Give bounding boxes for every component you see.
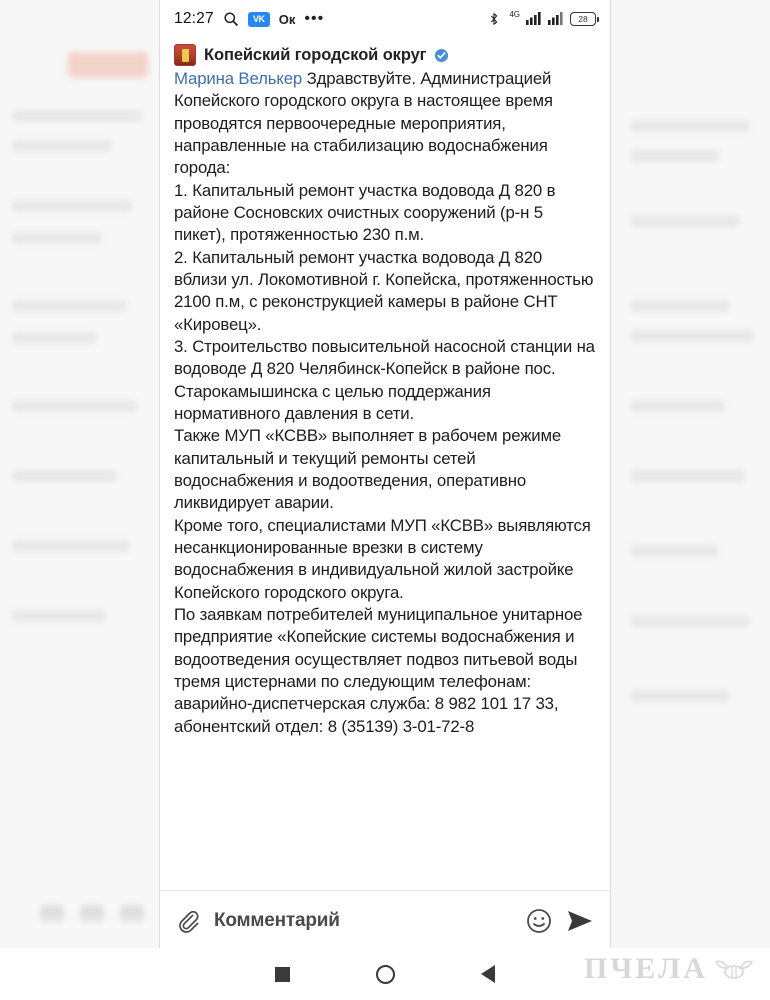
bg-decor	[12, 300, 127, 312]
bg-decor	[12, 200, 132, 212]
comment-author-name[interactable]: Копейский городской округ	[204, 45, 427, 64]
status-clock: 12:27	[174, 10, 214, 27]
watermark-text: ПЧЕЛА	[584, 952, 708, 985]
bg-decor	[630, 400, 725, 412]
comment-author-row[interactable]	[174, 44, 596, 66]
bg-decor	[630, 330, 755, 342]
bg-decor	[12, 610, 107, 622]
phone-screen	[160, 0, 610, 950]
community-avatar[interactable]	[174, 44, 196, 66]
more-notifications-icon: •••	[304, 10, 325, 27]
comment-paragraph	[174, 68, 596, 180]
comment-paragraph: 1. Капитальный ремонт участка водовода Д 820 в районе Сосновских очистных сооружений (р-н 5 пикет), протяженностью 230 п.м.	[174, 180, 556, 245]
home-circle-icon[interactable]	[376, 965, 395, 984]
bg-decor	[12, 140, 112, 152]
bg-decor	[630, 300, 730, 312]
bluetooth-icon	[487, 11, 503, 27]
battery-indicator: 28	[570, 12, 596, 26]
comment-paragraph: Кроме того, специалистами МУП «КСВВ» выявляются несанкционированные врезки в систему водоснабжения в индивидуальной жилой застройке Копейского городского округа.	[174, 515, 591, 602]
comment-content	[160, 38, 610, 890]
comment-paragraph: Также МУП «КСВВ» выполняет в рабочем режиме капитальный и текущий ремонты сетей водоснабжения и водоотведения, оперативно ликвидирует аварии.	[174, 426, 562, 513]
network-type-label: 4G	[509, 9, 520, 19]
vk-notification-icon: VK	[248, 12, 270, 27]
user-mention-link[interactable]: Марина Велькер	[174, 69, 303, 88]
bg-decor	[630, 120, 750, 132]
watermark	[584, 952, 754, 986]
comment-paragraph: 2. Капитальный ремонт участка водовода Д 820 вблизи ул. Локомотивной г. Копейска, протяженностью 2100 п.м, с реконструкцией камеры в районе СНТ «Кировец».	[174, 247, 594, 334]
paperclip-icon[interactable]	[176, 909, 200, 933]
comment-input[interactable]: Комментарий	[214, 909, 340, 931]
recents-square-icon[interactable]	[275, 967, 290, 982]
comment-paragraph-text: Здравствуйте. Администрацией Копейского городского округа в настоящее время проводятся первоочередные мероприятия, направленные на стабилизацию водоснабжения города:	[174, 69, 553, 178]
bg-decor	[630, 690, 730, 702]
comment-paragraph: По заявкам потребителей муниципальное унитарное предприятие «Копейские системы водоснабжения и водоотведения осуществляет подвоз питьевой воды тремя цистернами по следующим телефонам: аварийно-диспетчерская служба: 8 982 101 17 33,	[174, 604, 583, 714]
bg-decor	[120, 905, 144, 921]
bg-decor	[630, 215, 740, 227]
bg-decor	[12, 400, 137, 412]
bg-decor	[80, 905, 104, 921]
comment-paragraph: 3. Строительство повысительной насосной станции на водоводе Д 820 Челябинск-Копейск в районе пос. Старокамышинска с целью поддержания нормативного давления в сети.	[174, 336, 595, 423]
comment-paragraph: абонентский отдел: 8 (35139) 3-01-72-8	[174, 716, 475, 736]
bg-decor	[12, 332, 97, 344]
bg-decor	[68, 52, 148, 78]
signal-bars-icon	[526, 11, 542, 27]
verified-check-icon	[434, 48, 449, 63]
ok-notification-icon: Ок	[278, 11, 296, 27]
search-icon[interactable]	[223, 11, 239, 27]
signal-bars-secondary-icon	[548, 11, 564, 27]
back-triangle-icon[interactable]	[481, 965, 495, 983]
bg-decor	[630, 470, 745, 482]
bg-decor	[12, 232, 102, 244]
comment-input-bar	[160, 890, 610, 950]
bg-decor	[12, 540, 130, 552]
comment-body	[174, 68, 596, 738]
smiley-icon[interactable]	[526, 908, 552, 934]
bg-decor	[12, 470, 117, 482]
bg-decor	[12, 110, 142, 122]
bg-decor	[630, 545, 718, 557]
content-fade	[160, 864, 610, 890]
bee-icon	[714, 956, 754, 982]
bg-decor	[630, 615, 750, 627]
bg-decor	[40, 905, 64, 921]
send-arrow-icon[interactable]	[566, 908, 594, 934]
status-bar	[160, 0, 610, 38]
bg-decor	[630, 150, 720, 162]
